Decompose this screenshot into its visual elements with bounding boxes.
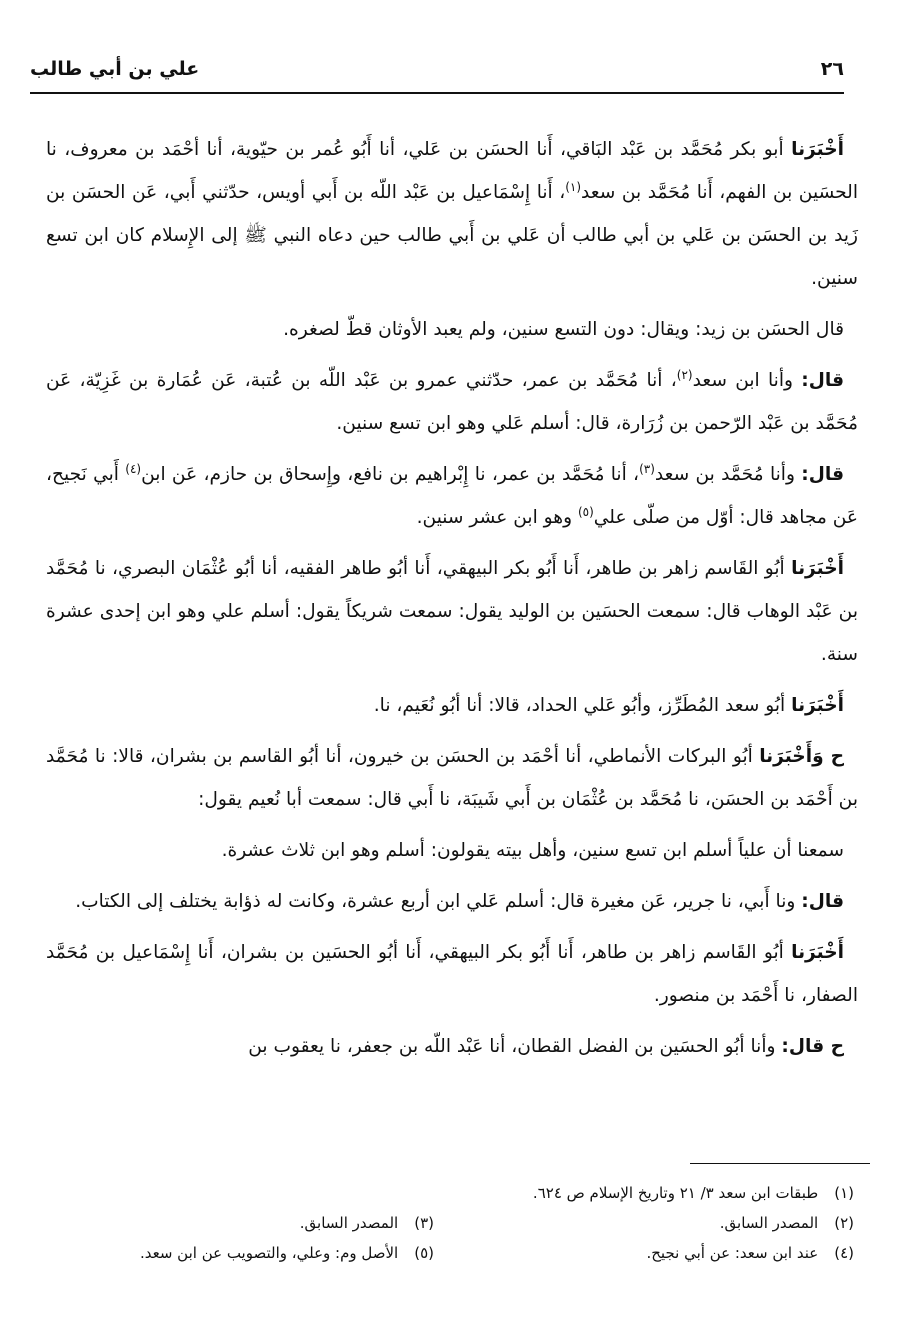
paragraph-10 — [46, 931, 858, 1017]
paragraph-5 — [46, 547, 858, 676]
paragraph-9 — [46, 880, 858, 923]
paragraph-text: أبُو البركات الأنماطي، أنا أحْمَد بن الحسَن بن خيرون، أنا أبُو القاسم بن بشران، قالا: نا مُحَمَّد بن أَحْمَد بن الحسَن، نا مُحَمَّد بن عُثْمَان بن أَبي شَيبَة، نا أَبي قال: سمعت أبا نُعيم يقول: — [46, 746, 858, 810]
paragraph-keyword: أَخْبَرَنا — [791, 695, 844, 716]
main-text — [46, 128, 858, 1076]
paragraph-text: ، أَنا إِسْمَاعيل بن عَبْد اللّه بن أَبي أويس، حدّثني أَبي، عَن الحسَن بن زَيد بن الحسَن بن عَلي بن أبي طالب أن عَلي بن أَبي طالب حين دعاه النبي ﷺ إلى الإِسلام كان ابن تسع سنين. — [46, 182, 858, 289]
footnote-ref: (٤) — [125, 461, 142, 476]
paragraph-keyword: أَخْبَرَنا — [791, 139, 844, 160]
paragraph-text: ، أنا مُحَمَّد بن عمر، حدّثني عمرو بن عَبْد اللّه بن عُتبة، عَن عُمَارة بن غَزِيّة، عَن مُحَمَّد بن عَبْد الرّحمن بن زُرَارة، قال: أسلم عَلي وهو ابن تسع سنين. — [46, 370, 858, 434]
footnote-number: (٣) — [414, 1214, 434, 1232]
paragraph-text: ونا أَبي، نا جرير، عَن مغيرة قال: أسلم عَلي ابن أربع عشرة، وكانت له ذؤابة يختلف إلى الكتاب. — [75, 891, 802, 912]
footnote-text: المصدر السابق. — [299, 1214, 399, 1232]
footnote-row — [40, 1178, 854, 1208]
paragraph-keyword: قال: — [801, 891, 844, 912]
footnote-4 — [646, 1238, 854, 1268]
footnotes — [40, 1178, 854, 1268]
footnote-number: (٢) — [834, 1214, 854, 1232]
paragraph-text: أَبي نَجيح، عَن مجاهد قال: أوّل من صلّى علي — [46, 464, 858, 528]
paragraph-keyword: قال: — [801, 464, 844, 485]
footnote-ref: (٢) — [676, 367, 693, 382]
paragraph-keyword: أَخْبَرَنا — [791, 558, 844, 579]
footnote-text: عند ابن سعد: عن أبي نجيح. — [646, 1244, 819, 1262]
paragraph-text: وأنا مُحَمَّد بن سعد — [654, 464, 802, 485]
footnote-number: (٥) — [414, 1244, 434, 1262]
paragraph-2 — [46, 308, 858, 351]
footnote-row — [40, 1208, 854, 1238]
footnote-ref: (٥) — [577, 504, 594, 519]
page-number: ٢٦ — [820, 58, 844, 80]
footnote-3 — [300, 1208, 434, 1238]
paragraph-text: وأنا ابن سعد — [692, 370, 802, 391]
paragraph-text: قال الحسَن بن زيد: ويقال: دون التسع سنين، ولم يعبد الأوثان قطّ لصغره. — [283, 319, 844, 340]
paragraph-text: أبو بكر مُحَمَّد بن عَبْد البَاقي، أَنا الحسَن بن عَلي، أنا أَبُو عُمر بن حيّوية، أنا أحْمَد بن معروف، نا الحسَين بن الفهم، أَنا مُحَمَّد بن سعد — [46, 139, 858, 203]
footnote-5 — [140, 1238, 434, 1268]
footnote-separator — [690, 1163, 870, 1164]
paragraph-6 — [46, 684, 858, 727]
paragraph-4 — [46, 453, 858, 539]
footnote-text: الأصل وم: وعلي، والتصويب عن ابن سعد. — [139, 1244, 399, 1262]
paragraph-text: وهو ابن عشر سنين. — [416, 507, 578, 528]
footnote-row — [40, 1238, 854, 1268]
footnote-1 — [533, 1178, 854, 1208]
paragraph-text: أبُو سعد المُطَرِّز، وأبُو عَلي الحداد، قالا: أنا أبُو نُعَيم، نا. — [373, 695, 792, 716]
paragraph-11 — [46, 1025, 858, 1068]
paragraph-text: وأنا أبُو الحسَين بن الفضل القطان، أنا عَبْد اللّه بن جعفر، نا يعقوب بن — [248, 1036, 782, 1057]
footnote-ref: (٣) — [639, 461, 655, 476]
paragraph-text: سمعنا أن علياً أسلم ابن تسع سنين، وأهل بيته يقولون: أسلم وهو ابن ثلاث عشرة. — [221, 840, 844, 861]
footnote-text: طبقات ابن سعد ٣/ ٢١ وتاريخ الإسلام ص ٦٢٤. — [532, 1184, 819, 1202]
running-title: علي بن أبي طالب — [30, 58, 200, 80]
page-header — [30, 56, 844, 94]
paragraph-8 — [46, 829, 858, 872]
paragraph-keyword: أَخْبَرَنا — [791, 942, 844, 963]
paragraph-1 — [46, 128, 858, 300]
paragraph-text: أبُو القَاسم زاهر بن طاهر، أَنا أَبُو بكر البيهقي، أَنا أبُو الحسَين بن بشران، أَنا إِسْمَاعيل بن مُحَمَّد الصفار، نا أَحْمَد بن منصور. — [46, 942, 858, 1006]
paragraph-7 — [46, 735, 858, 821]
footnote-ref: (١) — [565, 179, 582, 194]
paragraph-3 — [46, 359, 858, 445]
footnote-number: (٤) — [834, 1244, 854, 1262]
paragraph-text: ، أنا مُحَمَّد بن عمر، نا إِبْراهيم بن نافع، وإِسحاق بن حازم، عَن ابن — [141, 464, 640, 485]
paragraph-keyword: قال: — [801, 370, 844, 391]
footnote-text: المصدر السابق. — [719, 1214, 819, 1232]
paragraph-keyword: ح قال: — [781, 1036, 844, 1057]
paragraph-keyword: ح وَأَخْبَرَنا — [759, 746, 844, 767]
footnote-2 — [720, 1208, 854, 1238]
footnote-number: (١) — [834, 1184, 854, 1202]
paragraph-text: أبُو القَاسم زاهر بن طاهر، أَنا أَبُو بكر البيهقي، أَنا أبُو طاهر الفقيه، أنا أبُو عُثْمَان البصري، نا مُحَمَّد بن عَبْد الوهاب قال: سمعت الحسَين بن الوليد يقول: سمعت شريكاً يقول: أسلم علي وهو ابن إحدى عشرة سنة. — [46, 558, 858, 665]
